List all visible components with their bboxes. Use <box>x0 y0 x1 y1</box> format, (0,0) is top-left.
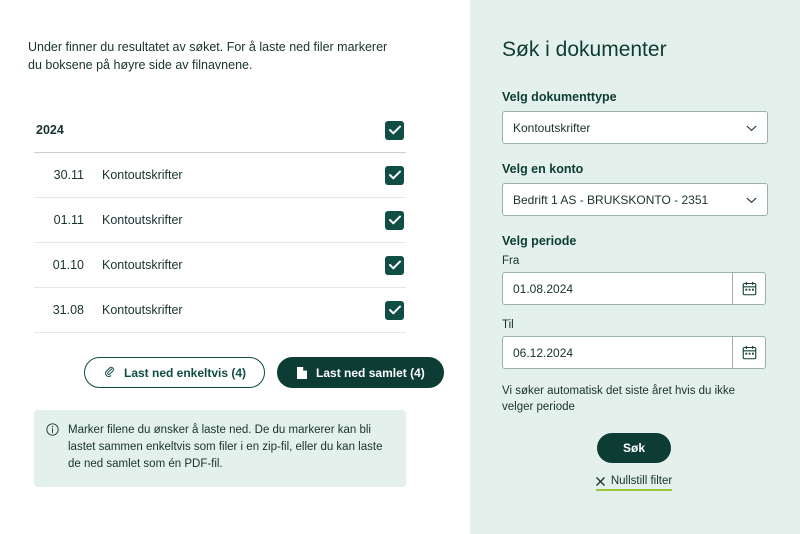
from-calendar-button[interactable] <box>732 272 766 305</box>
row-date: 01.10 <box>52 258 84 272</box>
table-row <box>34 243 406 288</box>
search-button[interactable]: Søk <box>597 433 671 463</box>
from-date-input[interactable] <box>502 272 732 305</box>
to-calendar-button[interactable] <box>732 336 766 369</box>
info-box <box>34 410 406 487</box>
account-label: Velg en konto <box>502 162 584 176</box>
check-icon <box>389 260 401 270</box>
reset-filter-button[interactable] <box>596 475 672 491</box>
row-name: Kontoutskrifter <box>102 258 183 272</box>
download-bundled-button[interactable] <box>277 357 444 388</box>
row-name: Kontoutskrifter <box>102 213 183 227</box>
row-name: Kontoutskrifter <box>102 303 183 317</box>
from-label: Fra <box>502 255 520 267</box>
row-name: Kontoutskrifter <box>102 168 183 182</box>
row-checkbox[interactable] <box>385 211 404 230</box>
table-row <box>34 288 406 333</box>
search-panel <box>470 0 800 534</box>
chevron-down-icon <box>746 193 757 207</box>
intro-text: Under finner du resultatet av søket. For å laste ned filer markerer du boksene på høyre side av filnavnene. <box>28 40 388 72</box>
check-icon <box>389 215 401 225</box>
account-value: Bedrift 1 AS - BRUKSKONTO - 2351 <box>513 192 709 207</box>
doctype-select[interactable] <box>502 111 768 144</box>
download-individual-label: Last ned enkeltvis (4) <box>124 365 247 380</box>
chevron-down-icon <box>746 121 757 135</box>
download-individual-button[interactable] <box>84 357 265 388</box>
results-list <box>34 108 406 333</box>
table-row <box>34 153 406 198</box>
period-hint: Vi søker automatisk det siste året hvis du ikke velger periode <box>502 385 736 413</box>
check-icon <box>389 305 401 315</box>
to-label: Til <box>502 319 514 331</box>
row-checkbox[interactable] <box>385 256 404 275</box>
year-label: 2024 <box>36 123 64 137</box>
check-icon <box>389 170 401 180</box>
calendar-icon <box>742 281 757 296</box>
row-checkbox[interactable] <box>385 301 404 320</box>
row-checkbox[interactable] <box>385 166 404 185</box>
row-date: 01.11 <box>53 213 84 227</box>
to-date-value: 06.12.2024 <box>513 345 574 360</box>
info-icon <box>46 423 59 441</box>
info-text: Marker filene du ønsker å laste ned. De du markerer kan bli lastet sammen enkeltvis som filer i en zip-fil, eller du kan laste de ned samlet som én PDF-fil. <box>68 424 383 470</box>
doctype-value: Kontoutskrifter <box>513 120 591 135</box>
calendar-icon <box>742 345 757 360</box>
account-select[interactable] <box>502 183 768 216</box>
row-date: 30.11 <box>53 168 84 182</box>
period-label: Velg periode <box>502 234 577 248</box>
document-icon <box>296 366 308 380</box>
reset-filter-label: Nullstill filter <box>610 475 673 487</box>
page-title: Søk i dokumenter <box>502 38 667 61</box>
from-date-row <box>502 272 766 305</box>
close-icon <box>596 477 605 486</box>
to-date-row <box>502 336 766 369</box>
from-date-value: 01.08.2024 <box>513 281 574 296</box>
download-bundled-label: Last ned samlet (4) <box>316 365 425 380</box>
check-icon <box>389 125 401 135</box>
paperclip-icon <box>103 366 116 379</box>
search-button-wrap <box>502 433 766 463</box>
download-actions <box>84 357 442 388</box>
table-row <box>34 198 406 243</box>
doctype-label: Velg dokumenttype <box>502 90 617 104</box>
results-header-row <box>34 108 406 153</box>
to-date-input[interactable] <box>502 336 732 369</box>
select-all-checkbox[interactable] <box>385 121 404 140</box>
row-date: 31.08 <box>52 303 84 317</box>
reset-wrap <box>502 475 766 491</box>
